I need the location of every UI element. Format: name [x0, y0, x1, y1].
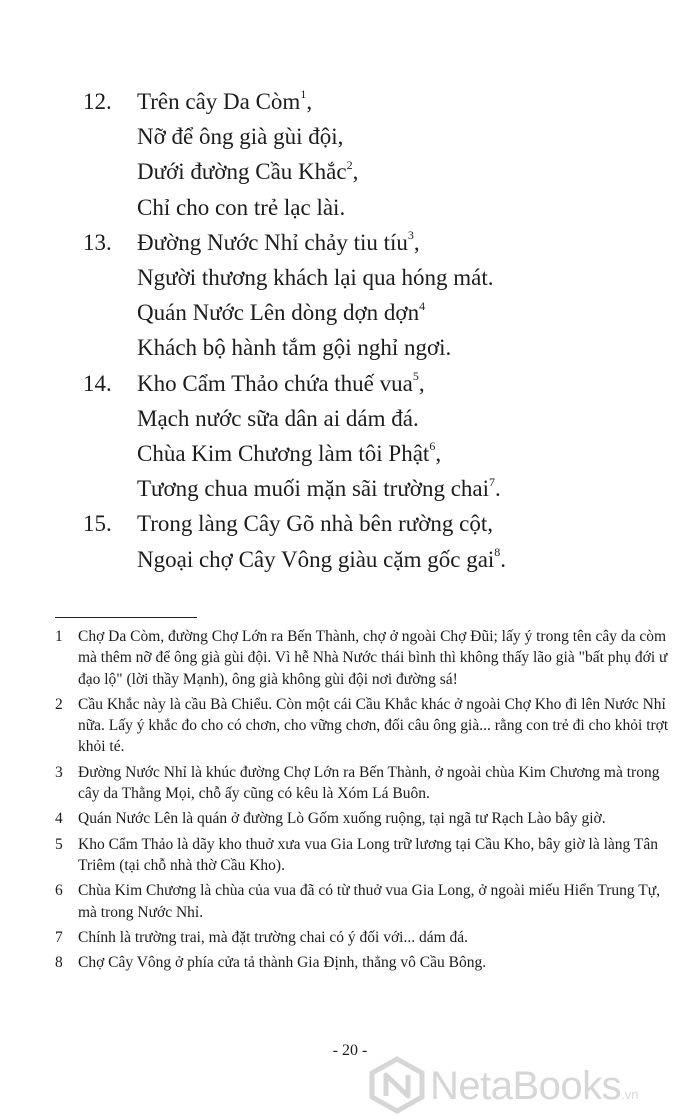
footnote-ref[interactable]: 8 — [494, 544, 501, 559]
footnote-text: Chùa Kim Chương là chùa của vua đã có từ thuở vua Gia Long, ở ngoài miếu Hiển Trung Tự, mà trong Nước Nhỉ. — [78, 882, 661, 921]
poem-line — [137, 542, 643, 577]
footnote-text: Quán Nước Lên là quán ở đường Lò Gốm xuống ruộng, tại ngã tư Rạch Lào bây giờ. — [78, 810, 606, 828]
poem-line — [137, 225, 643, 260]
footnote-ref[interactable]: 1 — [300, 87, 307, 102]
line-text: Kho Cẩm Thảo chứa thuế vua — [137, 370, 413, 396]
poem-line — [137, 154, 643, 189]
stanza-number: 15. — [83, 511, 112, 537]
line-text: Trên cây Da Còm — [137, 89, 301, 114]
line-text: Ngoại chợ Cây Vông giàu cặm gốc gai — [137, 546, 495, 572]
poem-line — [137, 330, 643, 365]
poem-line — [137, 401, 643, 436]
footnote-number: 5 — [55, 835, 63, 853]
footnote-number: 1 — [55, 628, 63, 645]
line-punct: , — [413, 229, 420, 255]
line-punct: . — [500, 546, 507, 572]
line-text: Chỉ cho con trẻ lạc lài. — [137, 194, 346, 220]
line-punct: , — [352, 159, 359, 185]
line-text: Dưới đường Cầu Khắc — [137, 159, 347, 185]
line-text: Khách bộ hành tắm gội nghỉ ngơi. — [137, 335, 452, 361]
watermark-suffix: .vn — [621, 1087, 639, 1102]
footnote-text: Kho Cẩm Thảo là dãy kho thuở xưa vua Gia Long trữ lương tại Cầu Kho, bây giờ là làng Tân Triêm (tại chỗ nhà thờ Cầu Kho). — [78, 835, 658, 874]
footnote-text: Cầu Khắc này là cầu Bà Chiểu. Còn một cái Cầu Khắc khác ở ngoài Chợ Kho đi lên Nước Nhỉ nữa. Lấy ý khắc đo cho có chơn, cho vững chơn, đối câu ông già... rằng con trẻ đi cho khỏi trợt khỏi té. — [78, 695, 669, 756]
line-punct: . — [495, 476, 501, 502]
poem-line — [137, 471, 643, 506]
stanza-lines — [137, 366, 643, 507]
footnote-text: Chợ Cây Vông ở phía cửa tả thành Gia Định, thẳng vô Cầu Bông. — [78, 954, 487, 972]
footnote-number: 6 — [55, 882, 63, 900]
stanza-number: 12. — [83, 89, 112, 114]
poem-line — [137, 190, 643, 225]
stanza — [83, 506, 643, 576]
page-number: - 20 - — [332, 1042, 368, 1059]
footnote-text: Chợ Da Còm, đường Chợ Lớn ra Bến Thành, chợ ở ngoài Chợ Đũi; lấy ý trong tên cây da còm mà thêm nỡ để ông già gùi đội. Vì hễ Nhà Nước thái bình thì không thấy lão già "bất phụ đới ư đạo lộ" (lời thầy Mạnh), ông già không gùi đội nơi đường sá! — [78, 628, 668, 688]
footnote-item — [55, 834, 675, 877]
line-punct: , — [418, 370, 425, 396]
footnote-ref[interactable]: 5 — [412, 368, 419, 383]
line-text: Nỡ để ông già gùi đội, — [137, 124, 344, 150]
watermark-brand: NetaBooks — [430, 1064, 622, 1108]
footnote-number: 4 — [55, 810, 63, 828]
footnote-ref[interactable]: 7 — [489, 474, 496, 489]
footnote-ref[interactable]: 4 — [419, 298, 426, 313]
poem-line — [137, 295, 643, 330]
poem-body — [83, 84, 643, 577]
stanza-number: 13. — [83, 229, 112, 255]
stanza-lines — [137, 506, 643, 576]
line-text: Người thương khách lại qua hóng mát. — [137, 265, 494, 291]
watermark — [368, 1056, 698, 1116]
netabooks-logo-icon — [368, 1056, 426, 1114]
line-text: Mạch nước sữa dân ai dám đá. — [137, 405, 419, 431]
footnote-ref[interactable]: 6 — [429, 439, 436, 454]
footnote-number: 8 — [55, 954, 63, 972]
footnote-ref[interactable]: 2 — [346, 157, 353, 172]
poem-line — [137, 260, 643, 295]
footnote-item — [55, 927, 675, 948]
footnote-item — [55, 880, 675, 923]
line-text: Chùa Kim Chương làm tôi Phật — [137, 441, 430, 467]
stanza — [83, 84, 643, 225]
stanza — [83, 366, 643, 507]
footnote-ref[interactable]: 3 — [407, 228, 414, 243]
poem-line — [137, 366, 643, 401]
footnote-item — [55, 694, 675, 758]
stanza-number: 14. — [83, 370, 112, 396]
line-punct: , — [435, 441, 442, 467]
footnote-item — [55, 626, 675, 690]
poem-line — [137, 436, 643, 471]
footnote-number: 7 — [55, 928, 63, 946]
footnotes — [55, 626, 675, 977]
footnote-text: Đường Nước Nhỉ là khúc đường Chợ Lớn ra Bến Thành, ở ngoài chùa Kim Chương mà trong cây da Thằng Mọi, chỗ ấy cũng có kêu là Xóm Lá Buôn. — [78, 763, 660, 803]
watermark-text — [430, 1066, 639, 1115]
stanza — [83, 225, 643, 366]
line-text: Tương chua muối mặn sãi trường chai — [137, 476, 490, 502]
footnote-item — [55, 762, 675, 805]
stanza-lines — [137, 84, 643, 225]
stanza-lines — [137, 225, 643, 366]
footnote-number: 2 — [55, 695, 63, 713]
footnote-text: Chính là trường trai, mà đặt trường chai có ý đối với... dám đá. — [78, 928, 469, 946]
line-punct: , — [306, 89, 313, 114]
poem-line — [137, 84, 643, 119]
poem-line — [137, 506, 643, 541]
line-text: Quán Nước Lên dòng dợn dợn — [137, 300, 420, 326]
footnote-number: 3 — [55, 763, 63, 781]
line-text: Đường Nước Nhỉ chảy tiu tíu — [137, 229, 408, 255]
footnote-item — [55, 952, 675, 973]
footnote-divider — [55, 617, 197, 618]
footnote-item — [55, 808, 675, 829]
poem-line — [137, 119, 643, 154]
line-text: Trong làng Cây Gõ nhà bên rường cột, — [137, 511, 493, 537]
